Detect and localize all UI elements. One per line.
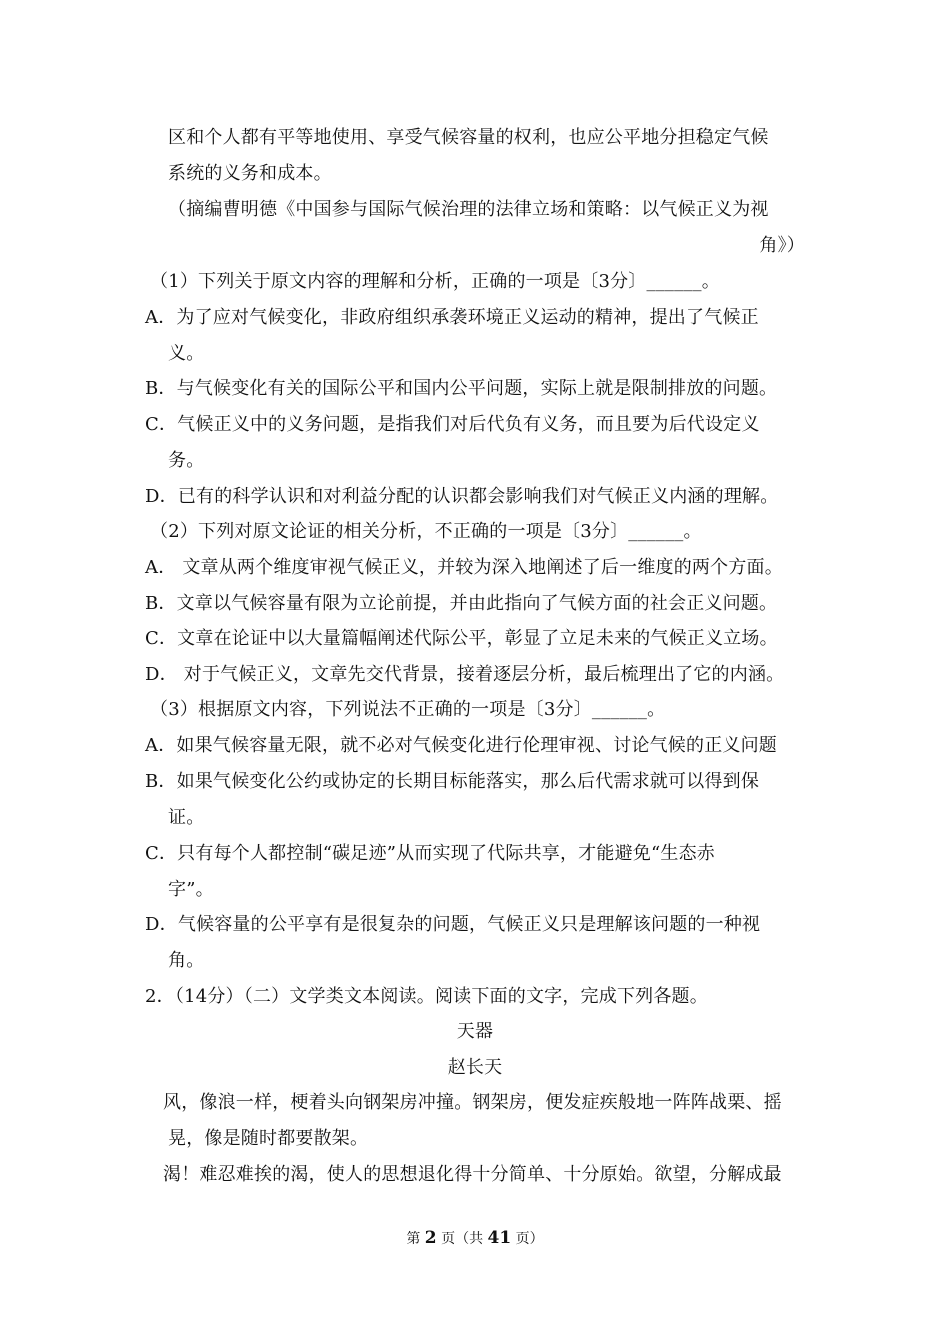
question-1-stem: （1）下列关于原文内容的理解和分析，正确的一项是〔3分〕______。 (150, 271, 720, 292)
q1-option-c-cont: 务。 (168, 450, 205, 471)
question-3-stem: （3）根据原文内容，下列说法不正确的一项是〔3分〕______。 (150, 699, 666, 720)
passage-line: 区和个人都有平等地使用、享受气候容量的权利，也应公平地分担稳定气候 (168, 127, 769, 148)
q1-option-d: D．已有的科学认识和对利益分配的认识都会影响我们对气候正义内涵的理解。 (145, 486, 779, 507)
q3-option-b: B．如果气候变化公约或协定的长期目标能落实，那么后代需求就可以得到保 (145, 771, 760, 792)
q2-option-a: A． 文章从两个维度审视气候正义，并较为深入地阐述了后一维度的两个方面。 (145, 557, 783, 578)
q2-option-d: D． 对于气候正义，文章先交代背景，接着逐层分析，最后梳理出了它的内涵。 (145, 664, 785, 685)
footer-mid: 页（共 (441, 1231, 484, 1247)
q3-option-c: C．只有每个人都控制“碳足迹”从而实现了代际共享，才能避免“生态赤 (145, 843, 715, 864)
q3-option-b-cont: 证。 (168, 807, 205, 828)
story-paragraph: 风，像浪一样，梗着头向钢架房冲撞。钢架房，便发症疾般地一阵阵战栗、摇 (163, 1092, 782, 1113)
q3-option-a: A．如果气候容量无限，就不必对气候变化进行伦理审视、讨论气候的正义问题 (145, 735, 777, 756)
footer-suffix: 页） (515, 1231, 544, 1247)
q3-option-d-cont: 角。 (168, 950, 205, 971)
q1-option-c: C．气候正义中的义务问题，是指我们对后代负有义务，而且要为后代设定义 (145, 414, 760, 435)
question-2-stem: （2）下列对原文论证的相关分析，不正确的一项是〔3分〕______。 (150, 521, 702, 542)
story-paragraph-cont: 晃，像是随时都要散架。 (168, 1128, 369, 1149)
footer-prefix: 第 (406, 1231, 421, 1247)
story-title: 天器 (456, 1021, 494, 1042)
page-footer (0, 1228, 950, 1249)
source-citation-end: 角》） (759, 235, 805, 256)
q3-option-c-cont: 字”。 (168, 879, 214, 900)
q1-option-b: B．与气候变化有关的国际公平和国内公平问题，实际上就是限制排放的问题。 (145, 378, 778, 399)
page-number: 2 (424, 1228, 437, 1248)
source-citation: （摘编曹明德《中国参与国际气候治理的法律立场和策略：以气候正义为视 (168, 199, 769, 220)
q1-option-a: A．为了应对气候变化，非政府组织承袭环境正义运动的精神，提出了气候正 (145, 307, 759, 328)
q2-option-c: C．文章在论证中以大量篇幅阐述代际公平，彰显了立足未来的气候正义立场。 (145, 628, 778, 649)
question-2-heading: 2．（14分）（二）文学类文本阅读。阅读下面的文字，完成下列各题。 (145, 986, 708, 1007)
q3-option-d: D．气候容量的公平享有是很复杂的问题，气候正义只是理解该问题的一种视 (145, 914, 761, 935)
page-total: 41 (487, 1228, 512, 1248)
story-paragraph: 渴！难忍难挨的渴，使人的思想退化得十分简单、十分原始。欲望，分解成最 (163, 1164, 782, 1185)
passage-line: 系统的义务和成本。 (168, 163, 332, 184)
q2-option-b: B．文章以气候容量有限为立论前提，并由此指向了气候方面的社会正义问题。 (145, 593, 778, 614)
story-author: 赵长天 (447, 1057, 503, 1078)
q1-option-a-cont: 义。 (168, 343, 205, 364)
